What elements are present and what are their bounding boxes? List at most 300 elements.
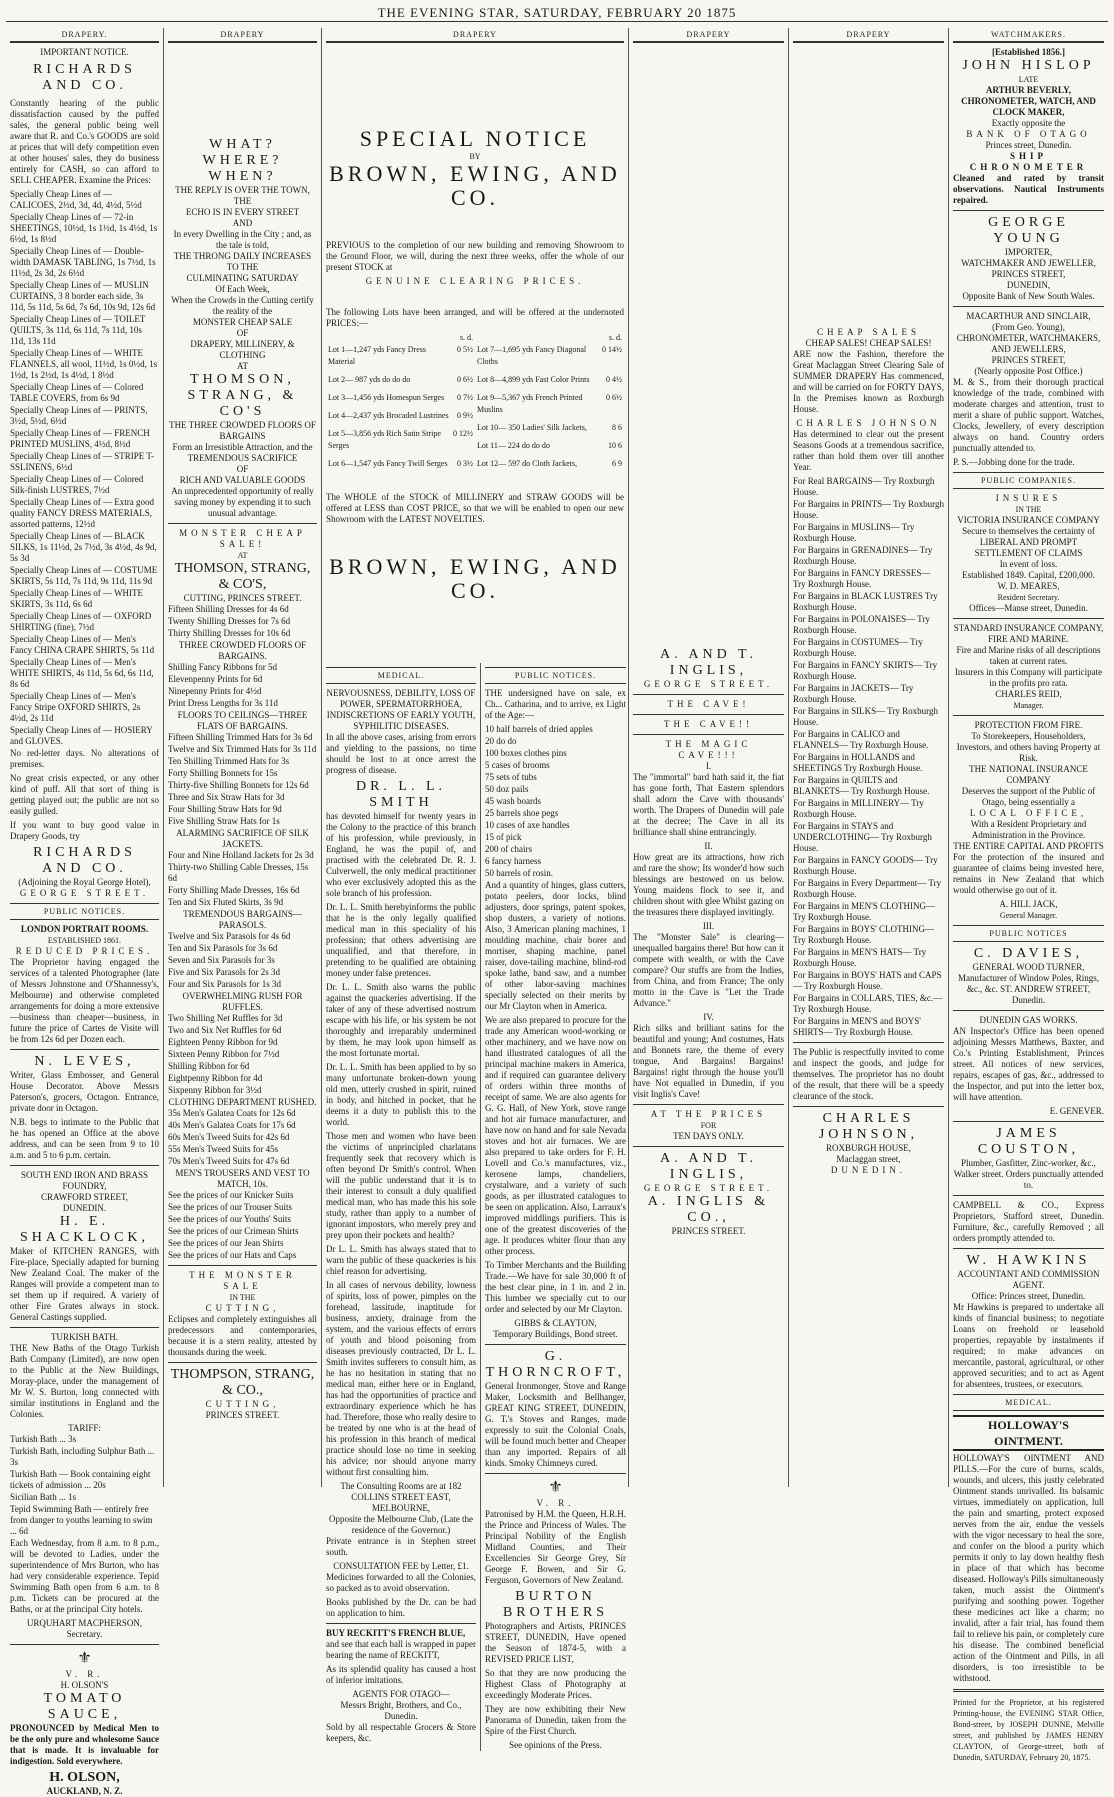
list-item: 10 half barrels of dried apples xyxy=(485,724,593,734)
ad-text: AN Inspector's Office has been opened adjoining Messrs Matthews, Baxter, and Co.'s Printing Establishment, Princes street. All notices of new services, repairs, escapes of gas, &c., addressed to the Inspector, and put into the letter box, will have attention. xyxy=(953,1026,1104,1102)
firm-name: W. HAWKINS xyxy=(966,1253,1091,1268)
ad-text: Private entrance is in Stephen street south. xyxy=(326,1536,476,1557)
ad-subtitle: THREE CROWDED FLOORS OF BARGAINS. xyxy=(178,640,307,661)
lot-price: 6 9 xyxy=(612,459,622,468)
price-list xyxy=(10,189,159,747)
list-item: 10 cases of axe handles xyxy=(485,820,570,830)
outro-text: If you want to buy good value in Drapery Goods, try xyxy=(10,820,159,841)
lot-price: 0 9½ xyxy=(457,411,473,420)
firm-name: A. AND T. INGLIS, xyxy=(660,1151,757,1182)
list-item: Four and Nine Holland Jackets for 2s 3d xyxy=(168,850,314,860)
section-header: MEDICAL. xyxy=(953,1394,1104,1411)
lot-price: 0 12½ xyxy=(453,429,473,438)
lot-description: Lot 8—4,899 yds Fast Color Prints xyxy=(477,375,590,384)
ad-text: General Ironmonger, Stove and Range Maker, Locksmith and Bellhanger, GREAT KING STREET, DUNEDIN, G. T.'s Stoves and Ranges, made expressly to suit the Colonial Coals, will be found much better and Cheaper than any imported. Repairs of all kinds. Smoky Chimneys cured. xyxy=(485,1381,626,1468)
signature: Maclaggan street, xyxy=(836,1154,901,1164)
column-spacer xyxy=(793,47,944,327)
ad-text: GENERAL WOOD TURNER, Manufacturer of Window Poles, Rings, &c., &c. ST. ANDREW STREET, Dunedin. xyxy=(958,962,1099,1005)
ad-text: The Public is respectfully invited to come and inspect the goods, and judge for themselves. The proprietor has no doubt of the result, that there will be a speedy clearance of the stock. xyxy=(793,1047,944,1101)
ad-text: Offices—Manse street, Dunedin. xyxy=(969,603,1088,613)
list-item: 200 of chairs xyxy=(485,844,532,854)
list-item: Elevenpenny Prints for 6d xyxy=(168,674,263,684)
list-item: 35s Men's Galatea Coats for 12s 6d xyxy=(168,1108,296,1118)
list-item: For Bargains in COLLARS, TIES, &c.— Try Roxburgh House. xyxy=(793,993,943,1014)
list-item: Thirty-five Shilling Bonnets for 12s 6d xyxy=(168,780,309,790)
ad-title: INSURES xyxy=(995,493,1062,503)
signature: GIBBS & CLAYTON, xyxy=(514,1318,597,1328)
price-list xyxy=(168,662,317,709)
verse-number: IV. xyxy=(703,1012,714,1022)
ad-title: HOLLOWAY'S OINTMENT. xyxy=(953,1415,1104,1451)
firm-name: BROWN, EWING, AND CO. xyxy=(329,161,621,210)
firm-name: THOMSON, STRANG, & CO'S, xyxy=(174,561,311,592)
list-item: Specially Cheap Lines of — Extra good quality FANCY DRESS MATERIALS, assorted patterns, 12½d xyxy=(10,497,154,529)
list-item: For Bargains in HOLLANDS and SHEETINGS Try Roxburgh House. xyxy=(793,752,923,773)
notice-title: IMPORTANT NOTICE. xyxy=(40,47,129,57)
list-item: Specially Cheap Lines of — OXFORD SHIRTING (fine), 7½d xyxy=(10,611,152,632)
signature: Temporary Buildings, Bond street. xyxy=(493,1329,618,1339)
list-item: Turkish Bath, including Sulphur Bath ... 3s xyxy=(10,1446,155,1467)
ad-text: Writer, Glass Embosser, and General House Decorator. Above Messrs Paterson's, grocers, Octagon. Entrance, private door in Octagon. xyxy=(10,1070,159,1113)
ad-text: Those men and women who have been the victims of unprincipled charlatans frequently seek that recovery which is often beyond Dr Smith's control. When will the public understand that it is to their interest to consult a duly qualified medical man, who has made this his sole study, rather than apply to a number of ignorant impostors, who merely prey and prey upon their pockets and health? xyxy=(326,1131,476,1240)
ad-title: MONSTER CHEAP SALE! xyxy=(179,528,306,549)
list-item: Twelve and Six Trimmed Hats for 3s 11d xyxy=(168,744,317,754)
lot-table xyxy=(326,332,624,476)
price-list xyxy=(168,1190,317,1261)
list-item: See the prices of our Trouser Suits xyxy=(168,1202,292,1212)
list-item: Specially Cheap Lines of — Men's Fancy Stripe OXFORD SHIRTS, 2s 4½d, 2s 11d xyxy=(10,691,141,723)
firm-name: C. DAVIES, xyxy=(973,946,1084,961)
list-item: Sixpenny Ribbon for 3½d xyxy=(168,1085,262,1095)
list-item: Sixteen Penny Ribbon for 7½d xyxy=(168,1049,280,1059)
ad-text: COLLINS STREET EAST, MELBOURNE, xyxy=(351,1492,451,1513)
signature: E. GENEVER. xyxy=(1049,1106,1104,1116)
list-item: Shilling Ribbon for 6d xyxy=(168,1061,250,1071)
ad-title: CHRONOMETER, WATCHMAKERS, AND JEWELLERS, xyxy=(956,333,1101,354)
list-item: Turkish Bath — Book containing eight tickets of admission ... 20s xyxy=(10,1469,151,1490)
signature: AUCKLAND, N. Z. xyxy=(46,1786,123,1796)
list-item: Twelve and Six Parasols for 4s 6d xyxy=(168,931,291,941)
lot-price: 8 6 xyxy=(612,423,622,432)
verse-number: II. xyxy=(704,841,713,851)
ad-subtitle: REDUCED PRICES. xyxy=(15,946,154,956)
ad-text: Sold by all respectable Grocers & Store keepers, &c. xyxy=(326,1722,476,1743)
list-item: Thirty Shilling Dresses for 10s 6d xyxy=(168,628,291,638)
column-6 xyxy=(789,28,949,1487)
list-item: Ten and Six Fluted Skirts, 3s 9d xyxy=(168,897,284,907)
ad-text: Messrs Bright, Brothers, and Co., Dunedin. xyxy=(340,1700,462,1721)
signature: H. OLSON, xyxy=(49,1770,120,1785)
list-item: 100 boxes clothes pins xyxy=(485,748,567,758)
list-item: Forty Shilling Bonnets for 15s xyxy=(168,768,278,778)
ad-text: Dr. L. L. Smith herebyinforms the public that he is the only legally qualified medical man in this speciality of his profession; that others advertising are unqualified, and that therefore, in pretending to be qualified are obtaining money under false pretences. xyxy=(326,902,476,978)
ad-title: H. OLSON'S xyxy=(60,1680,109,1690)
public-notices-column xyxy=(480,663,626,1751)
ad-title: CHARLES JOHNSON xyxy=(796,418,941,428)
goods-list xyxy=(485,724,626,879)
column-header: DRAPERY. xyxy=(10,28,159,43)
ad-line: Form an Irresistible Attraction, and the xyxy=(172,442,313,452)
price-list xyxy=(168,604,317,639)
ad-text: P. S.—Jobbing done for the trade. xyxy=(953,457,1075,467)
list-item: Forty Shilling Made Dresses, 16s 6d xyxy=(168,885,300,895)
ad-text: PRONOUNCED by Medical Men to be the only pure and wholesome Sauce that is made. It is invaluable for indigestion. Sold everywhere. xyxy=(10,1723,159,1766)
lot-description: Lot 10— 350 Ladies' Silk Jackets, xyxy=(477,423,587,432)
lower-section xyxy=(326,663,626,1750)
ad-line: DRAPERY, MILLINERY, & CLOTHING xyxy=(190,339,295,360)
list-item: 20 do do xyxy=(485,736,517,746)
lot-row xyxy=(477,458,622,470)
list-item: Thirty-two Shilling Cable Dresses, 15s 6d xyxy=(168,862,309,883)
list-item: Specially Cheap Lines of — Double-width DAMASK TABLING, 1s 7½d, 1s 11½d, 2s 3d, 2s 6½d xyxy=(10,246,156,278)
street: GEORGE STREET. xyxy=(19,888,150,898)
firm-name: BROWN, EWING, AND CO. xyxy=(329,554,621,603)
ad-text: In event of loss. xyxy=(999,559,1058,569)
poem-verse: The "immortal" bard hath said it, the fiat has gone forth, That Eastern splendors shall adorn the Cave with thousands' worth. The Drapers of Dunedin will pale at the decree; The Cave in all its brilliance shall shine entrancingly. xyxy=(633,772,784,837)
list-item: Specially Cheap Lines of — WHITE FLANNELS, all wool, 11½d, 1s 0½d, 1s 1½d, 1s 2½d, 1s 4½d, 1 8½d xyxy=(10,348,158,380)
intro-text: Constantly hearing of the public dissatisfaction caused by the puffed sales, the general public being well aware that R. and Co.'s GOODS are sold at prices that will defy competition even at other houses' sales, they do business entirely for CASH, so can afford to SELL CHEAPER. Examine the Prices: xyxy=(10,98,159,185)
ad-text: Dr L. L. Smith has always stated that to warn the public of these quackeries is his chief reason for advertising. xyxy=(326,1244,476,1276)
ad-subtitle: MEN'S TROUSERS AND VEST TO MATCH, 10s. xyxy=(175,1168,310,1189)
printer-notice: Printed for the Proprietor, at his registered Printing-house, the EVENING STAR Office, Bond-street, by JOSEPH DUNNE, Melville street, and published by JAMES HENRY CLAYTON, of George-street, both of Dunedin, SATURDAY, February 20, 1875. xyxy=(953,1698,1104,1762)
ad-line: An unprecedented opportunity of really saving money by expending it to such unusual advantage. xyxy=(171,486,314,518)
ad-subtitle: DUNEDIN. xyxy=(62,1203,107,1213)
ad-title: CHRONOMETER, WATCH, AND CLOCK MAKER, xyxy=(961,96,1096,117)
poem-verse: How great are its attractions, how rich and rare the show; Its wonder'd how such blessings are bestowed on us below. Young maidens flock to see it, and children shout with glee Whilst gazing on the treasures there displayed invitingly. xyxy=(633,852,784,917)
ad-text: PRINCES STREET, xyxy=(991,355,1066,365)
signature: ROXBURGH HOUSE, xyxy=(825,1143,911,1153)
ad-subtitle: GENUINE CLEARING PRICES. xyxy=(365,276,585,286)
ad-title: CHEAP SALES! CHEAP SALES! xyxy=(805,338,932,348)
ad-text: The Proprietor having engaged the services of a talented Photographer (late of Messrs Johnstone and O'Shannessy's, Melbourne) and otherwise completed arrangements for doing a more extensive—business than cheaper—business, in future the price of Cartes de Visite will be from 12s 6d per Dozen each. xyxy=(10,957,159,1044)
lot-row xyxy=(328,344,473,368)
list-item: Specially Cheap Lines of — PRINTS, 3½d, 5½d, 6½d xyxy=(10,405,148,426)
ad-text: IMPORTER, xyxy=(1004,247,1053,257)
list-item: 70s Men's Tweed Suits for 47s 6d xyxy=(168,1156,290,1166)
signature: CHARLES REID, xyxy=(995,689,1062,699)
ad-line: In every Dwelling in the City ; and, as the tale is told, xyxy=(173,229,312,250)
lot-description: Lot 1—1,247 yds Fancy Dress Material xyxy=(328,345,426,366)
ad-lines xyxy=(168,185,317,372)
lot-row xyxy=(328,374,473,386)
ad-text: Deserves the support of the Public of Otago, being essentially a xyxy=(961,786,1096,807)
list-item: Shilling Fancy Ribbons for 5d xyxy=(168,662,278,672)
signature: Resident Secretary. xyxy=(997,593,1060,602)
list-item: 50 doz pails xyxy=(485,784,529,794)
list-item: Sicilian Bath ... 1s xyxy=(10,1492,76,1502)
ad-text: So that they are now producing the Highest Class of Photography at exceedingly Moderate Prices. xyxy=(485,1668,626,1700)
lot-description: Lot 2— 987 yds do do do xyxy=(328,375,411,384)
list-item: For Bargains in MUSLINS— Try Roxburgh House. xyxy=(793,522,915,543)
firm-name: STANDARD INSURANCE COMPANY, xyxy=(953,623,1104,633)
ad-subtitle: CLOTHING DEPARTMENT RUSHED. xyxy=(168,1097,317,1107)
lot-price: 10 6 xyxy=(608,441,622,450)
list-item: Eightpenny Ribbon for 4d xyxy=(168,1073,263,1083)
ad-text: PRINCES STREET, xyxy=(991,269,1066,279)
ad-text: HOLLOWAY'S OINTMENT AND PILLS.—For the cure of burns, scalds, wounds, and ulcers, this justly celebrated Ointment stands unrivalled. Its balsamic virtues, immediately on application, lull the pain and smarting, protect exposed nerves from the air, endue the vessels with the vigor necessary to heal the sore, and confer on the blood a purity which permits it only to lay down healthy flesh in place of that which has become diseased. Holloway's Pills simultaneously taken, much assist the Ointment's purifying and soothing power. Together these medicines act like a charm; no invalid, after a fair trial, has found them fail to relieve his pain, or completely cure his disease. The combined beneficial action of the Ointment and Pills, in all disorders, is too irresistible to be withstood. xyxy=(953,1453,1104,1683)
ad-text: LATE xyxy=(1018,75,1039,84)
ad-text: Opposite Bank of New South Wales. xyxy=(962,291,1095,301)
lot-row xyxy=(477,344,622,368)
ad-line: AND xyxy=(232,218,253,228)
column-header: DRAPERY xyxy=(793,28,944,43)
list-item: For Bargains in CALICO and FLANNELS— Try Roxburgh House. xyxy=(793,729,929,750)
lot-description: Lot 6—1,547 yds Fancy Twill Serges xyxy=(328,459,448,468)
tariff-list xyxy=(10,1434,159,1537)
list-item: For Bargains in FANCY SKIRTS— Try Roxburgh House. xyxy=(793,660,938,681)
lot-description: Lot 12— 597 do Cloth Jackets, xyxy=(477,459,577,468)
lot-price: 0 5½ xyxy=(457,345,473,354)
verse-number: III. xyxy=(702,921,715,931)
firm-name: GEORGE YOUNG xyxy=(988,215,1069,246)
list-item: Eighteen Penny Ribbon for 9d xyxy=(168,1037,278,1047)
list-item: Ten Shilling Trimmed Hats for 3s xyxy=(168,756,290,766)
column-header: DRAPERY xyxy=(326,28,624,43)
section-header: MEDICAL. xyxy=(326,667,476,684)
list-item: 45 wash boards xyxy=(485,796,541,806)
list-item: Three and Six Straw Hats for 3d xyxy=(168,792,285,802)
ad-text: IN THE xyxy=(1015,505,1042,514)
list-item: Tepid Swimming Bath — entirely free from danger to youths learning to swim ... 6d xyxy=(10,1504,153,1536)
ad-title: CHEAP SALES xyxy=(817,327,920,337)
lot-row xyxy=(477,392,622,416)
list-item: Specially Cheap Lines of — HOSIERY and GLOVES. xyxy=(10,725,153,746)
list-item: Specially Cheap Lines of — Men's Fancy CHINA CRAPE SHIRTS, 5s 11d xyxy=(10,634,155,655)
section-header: PUBLIC NOTICES. xyxy=(485,667,626,684)
ad-text: BY xyxy=(469,152,481,161)
list-item: Specially Cheap Lines of — BLACK SILKS, 1s 11½d, 2s 7½d, 3s 4½d, 4s 9d, 5s 3d xyxy=(10,531,157,563)
ad-line: OF xyxy=(236,464,249,474)
list-item: 5 cases of brooms xyxy=(485,760,550,770)
list-item: For Bargains in FANCY DRESSES— Try Roxburgh House. xyxy=(793,568,931,589)
list-item: Four Shilling Straw Hats for 9d xyxy=(168,804,282,814)
list-item: 75 sets of tubs xyxy=(485,772,537,782)
list-item: 6 fancy harness xyxy=(485,856,541,866)
list-item: Ten and Six Parasols for 3s 6d xyxy=(168,943,278,953)
ad-text: Fire and Marine risks of all descriptions taken at current rates. xyxy=(956,645,1101,666)
ad-title: N. LEVES, xyxy=(34,1054,135,1069)
signature: W. D. MEARES, xyxy=(997,581,1060,591)
price-list xyxy=(168,850,317,908)
column-2 xyxy=(164,28,322,1487)
firm-name: VICTORIA INSURANCE COMPANY xyxy=(957,515,1100,525)
list-item: Specially Cheap Lines of — Men's WHITE SHIRTS, 4s 11d, 5s 6d, 6s 11d, 8s 6d xyxy=(10,657,154,689)
list-item: See the prices of our Youths' Suits xyxy=(168,1214,291,1224)
list-item: For Bargains in MEN'S CLOTHING— Try Roxburgh House. xyxy=(793,901,935,922)
ad-title: THE MONSTER SALE xyxy=(189,1270,296,1291)
ad-text: And a quantity of hinges, glass cutters, potato peelers, door locks, blind adjusters, door springs, patent spokes, shop dusters, a variety of notions. Also, 3 American planing machines, 1 moulding machine, chair borer and mortiser, shaping machine, panel raiser, dove-tailing machine, blind-rod spoke lathe, band saw, and a number of other labor-saving machines specially selected on their merits by our Mr Clayton when in America. xyxy=(485,880,626,1011)
ad-line: Of Each Week, xyxy=(215,284,270,294)
ad-title: CUTTING, xyxy=(205,1303,280,1313)
ad-subtitle: TEN DAYS ONLY. xyxy=(673,1131,744,1141)
list-item: For Bargains in MEN'S and BOYS' SHIRTS— Try Roxburgh House. xyxy=(793,1016,921,1037)
ad-text: Dr. L. L. Smith has been applied to by so many unfortunate broken-down young old men, utterly crushed in spirit, ruined in body, and hitched in pocket, that he deems it a duty to publish this to the world. xyxy=(326,1062,476,1127)
ad-text: For the protection of the insured and guarantee of claims being invested here, remains in New Zealand that which would otherwise go out of it. xyxy=(953,852,1104,895)
address: (Adjoining the Royal George Hotel), xyxy=(18,877,151,887)
list-item: Print Dress Lengths for 3s 11d xyxy=(168,698,278,708)
list-item: Five and Six Parasols for 2s 3d xyxy=(168,967,280,977)
ad-text: DUNEDIN, xyxy=(1006,280,1051,290)
ad-line: THE THRONG DAILY INCREASES xyxy=(173,251,312,261)
signature: CHARLES JOHNSON, xyxy=(818,1111,919,1142)
ad-text: Eclipses and completely extinguishes all predecessors and contemporaries, because it is a stern reality, attested by thousands during the week. xyxy=(168,1314,317,1357)
list-item: Specially Cheap Lines of — 72-in SHEETINGS, 10½d, 1s 1½d, 1s 4½d, 1s 6½d, 1s 8½d xyxy=(10,212,158,244)
section-header: PUBLIC COMPANIES. xyxy=(953,472,1104,489)
column-1 xyxy=(6,28,164,1796)
crest-icon: ⚜ xyxy=(548,1479,563,1496)
ad-subtitle: CUTTING, xyxy=(205,1399,280,1409)
ad-title: WHAT? WHERE? WHEN? xyxy=(202,137,283,184)
list-item: For Bargains in MILLINERY— Try Roxburgh House. xyxy=(793,798,924,819)
lot-price: 0 6½ xyxy=(457,375,473,384)
ad-subtitle: CUTTING, PRINCES STREET. xyxy=(183,593,302,603)
list-item: 60s Men's Tweed Suits for 42s 6d xyxy=(168,1132,290,1142)
ad-title: DR. L. L. SMITH xyxy=(355,779,447,810)
ad-line: RICH AND VALUABLE GOODS xyxy=(179,475,306,485)
firm-name: THE NATIONAL INSURANCE COMPANY xyxy=(969,764,1088,785)
ad-title: THE CAVE! xyxy=(667,699,750,709)
ad-text: Patronised by H.M. the Queen, H.R.H. the Prince and Princess of Wales. The Principal Nobility of the English Midland Counties, and Their Excellencies Sir George Grey, Sir George F. Bowen, and Sir G. Ferguson, Governors of New Zealand. xyxy=(485,1509,626,1585)
ad-text: Secure to themselves the certainty of LIBERAL AND PROMPT SETTLEMENT OF CLAIMS xyxy=(962,526,1095,558)
signature: DUNEDIN. xyxy=(830,1165,907,1175)
list-item: For Bargains in STAYS and UNDERCLOTHING— Try Roxburgh House. xyxy=(793,821,932,853)
ad-title: WATCHMAKER AND JEWELLER, xyxy=(961,258,1096,268)
section-header: PUBLIC NOTICES xyxy=(953,925,1104,942)
list-item: For Bargains in GRENADINES— Try Roxburgh House. xyxy=(793,545,933,566)
column-7 xyxy=(949,28,1108,1762)
ad-line: TO THE xyxy=(226,262,259,272)
ad-text: Mr Hawkins is prepared to undertake all kinds of financial business; to negotiate Loans on freehold or leasehold properties, repayable by instalments if required; to make advances on mercantile, pastoral, agricultural, or other approved securities; and to act as Agent for absentees, trustees, or executors. xyxy=(953,1302,1104,1389)
lot-row xyxy=(328,458,473,470)
list-item: For Bargains in MEN'S HATS— Try Roxburgh House. xyxy=(793,947,927,968)
column-spacer xyxy=(633,47,784,647)
masthead: THE EVENING STAR, SATURDAY, FEBRUARY 20 1875 xyxy=(6,4,1108,22)
list-item: Ninepenny Prints for 4½d xyxy=(168,686,262,696)
ad-text: THE New Baths of the Otago Turkish Bath Company (Limited), are now open to the Public at the New Buildings, Moray-place, under the management of Mr W. S. Burton, long connected with similar institutions in England and the Colonies. xyxy=(10,1343,159,1419)
ad-text: The following Lots have been arranged, and will be offered at the undernoted PRICES:— xyxy=(326,307,624,328)
ad-text: CAMPBELL & CO., Express Proprietors, Stafford street, Dunedin. Furniture, &c., carefully Removed ; all orders promptly attended to. xyxy=(953,1200,1104,1243)
ad-text: FOR xyxy=(700,1121,717,1130)
list-item: Two Shilling Net Ruffles for 3d xyxy=(168,1013,283,1023)
ad-text: In all cases of nervous debility, lowness of spirits, loss of power, pimples on the forehead, lassitude, inaptitude for business, anxiety, drainage from the system, and the various effects of errors of youth and blood poisoning from diseases previously contracted, Dr L. L. Smith invites sufferers to consult him, as he has no hesitation in stating that no medical man, either here or in England, has had the opportunities of practice and extraordinary experience which he has had. Therefore, those who really desire to be treated by one who is at the head of his profession in this branch of medical practice should lose no time in seeking his advice; nor should anyone marry without first consulting him. xyxy=(326,1280,476,1477)
list-item: Specially Cheap Lines of — WHITE SKIRTS, 3s 11d, 6s 6d xyxy=(10,588,144,609)
lot-row xyxy=(477,422,622,434)
ad-subtitle: TARIFF: xyxy=(68,1423,101,1433)
outro-text: No great crisis expected, or any other kind of puff. All that sort of thing is getting played out; the public are not so easily gulled. xyxy=(10,773,159,816)
list-item: For Bargains in SILKS— Try Roxburgh House. xyxy=(793,706,938,727)
lot-description: Lot 3—1,456 yds Homespun Serges xyxy=(328,393,445,402)
street: PRINCES STREET. xyxy=(671,1226,746,1236)
ad-text: Has determined to clear out the present Seasons Goods at a tremendous sacrifice, rather than hold them over till another Year. xyxy=(793,429,944,472)
ad-line: MONSTER CHEAP SALE xyxy=(192,317,293,327)
ad-title: DUNEDIN GAS WORKS. xyxy=(979,1015,1078,1025)
ad-line: AT xyxy=(237,361,248,371)
ad-line: THE THREE CROWDED FLOORS OF BARGAINS xyxy=(169,420,316,441)
ad-text: We are also prepared to procure for the trade any American wood-working or other machinery, and we have now on hand illustrated catalogues of all the principal machine makers in America, and if required can guarantee delivery of orders within three months of receipt of same. We are also agents for G. G. Hall, of New York, stove range and hot air furnace manufacturer, and have now on hand and for sale Nevada stoves and hot air furnaces. We are also prepared to take orders for F. H. Lovell and Co.'s manufactures, viz., kerosene lamps, chandeliers, crystalware, and a variety of such goods, as per illustrated catalogues to be seen on application. Also, Larraux's improved middlings purifiers. This is one of the greatest discoveries of the age. It produces whiter flour than any other process. xyxy=(485,1015,626,1256)
ad-text: THE undersigned have on sale, ex Ch... Catharina, and to arrive, ex Light of the Age:— xyxy=(485,688,626,720)
ad-text: Established 1849. Capital, £200,000. xyxy=(962,570,1095,580)
ad-subtitle: ESTABLISHED 1861. xyxy=(47,936,122,945)
column-header: DRAPERY xyxy=(168,28,317,43)
ad-line: When the Crowds in the Cutting certify the reality of the xyxy=(171,295,314,316)
ad-title: TURKISH BATH. xyxy=(50,1332,118,1342)
lot-row xyxy=(328,392,473,404)
ad-text: ARE now the Fashion, therefore the Great Maclaggan Street Clearing Sale of SUMMER DRAPERY Has commenced, and will be carried on for FORTY DAYS, In the Premises known as Roxburgh House. xyxy=(793,349,944,414)
ad-subtitle: FLOORS TO CEILINGS—THREE FLATS OF BARGAINS. xyxy=(177,710,308,731)
firm-name: THOMPSON, STRANG, & CO., xyxy=(170,1367,315,1398)
list-item: Specially Cheap Lines of — MUSLIN CURTAINS, 3 8 border each side, 3s 11d, 5s 11d, 5s 6d, 7s 6d, 10s 9d, 12s 6d xyxy=(10,280,156,312)
ad-text: (Nearly opposite Post Office.) xyxy=(974,366,1083,376)
lot-price: 0 6½ xyxy=(606,393,622,402)
ad-text: To Timber Merchants and the Building Trade.—We have for sale 30,000 ft of the best clear pine, in 1 in. and 2 in. This lumber we specially cut to our order and selected by our Mr Clayton. xyxy=(485,1260,626,1314)
list-item: For Bargains in QUILTS and BLANKETS— Try Roxburgh House. xyxy=(793,775,930,796)
lot-description: Lot 9—5,367 yds French Printed Muslins xyxy=(477,393,583,414)
price-list xyxy=(168,931,317,990)
list-item: 50 barrels of rosin. xyxy=(485,868,553,878)
ad-text: Medicines forwarded to all the Colonies, so packed as to avoid observation. xyxy=(326,1572,476,1593)
column-5 xyxy=(629,28,789,1487)
ad-title: NERVOUSNESS, DEBILITY, LOSS OF POWER, SPERMATORRHOEA, INDISCRETIONS OF EARLY YOUTH, SYPHILITIC DISEASES. xyxy=(326,688,476,731)
columns xyxy=(6,28,1108,1796)
ad-line: THE xyxy=(233,196,252,206)
list-item: For Bargains in BLACK LUSTRES Try Roxburgh House. xyxy=(793,591,938,612)
list-item: Fifteen Shilling Trimmed Hats for 3s 6d xyxy=(168,732,313,742)
crest-icon: ⚜ xyxy=(77,1650,92,1667)
street: GEORGE STREET. xyxy=(643,679,774,689)
ad-title: BUY RECKITT'S FRENCH BLUE, xyxy=(326,1628,466,1638)
ad-text: has devoted himself for twenty years in the Colony to the practice of this branch of his profession, while previously, in England, he was the pupil of, and practised with the celebrated Dr. R. J. Culverwell, the only medical practitioner who ever exclusively adopted this as the sole branch of his profession. xyxy=(326,811,476,898)
list-item: Specially Cheap Lines of — CALICOES, 2½d, 3d, 4d, 4½d, 5½d xyxy=(10,189,142,210)
firm-name: RICHARDS AND CO. xyxy=(33,845,136,876)
firm-name: A. AND T. INGLIS, xyxy=(660,647,757,678)
ad-title: BANK OF OTAGO xyxy=(966,129,1091,139)
ad-title: G. THORNCROFT, xyxy=(485,1349,626,1380)
ad-line: CULMINATING SATURDAY xyxy=(186,273,299,283)
lot-row xyxy=(477,440,622,452)
list-item: Specially Cheap Lines of — COSTUME SKIRTS, 5s 11d, 7s 11d, 9s 11d, 11s 9d xyxy=(10,565,158,586)
list-item: For Real BARGAINS— Try Roxburgh House. xyxy=(793,476,935,497)
medical-column xyxy=(326,663,476,1747)
list-item: For Bargains in FANCY GOODS— Try Roxburgh House. xyxy=(793,855,938,876)
ad-text: In all the above cases, arising from errors and yielding to the passions, no time should be lost to at once arrest the progress of disease. xyxy=(326,732,476,775)
ad-line: THE REPLY IS OVER THE TOWN, xyxy=(175,185,310,195)
list-item: See the prices of our Crimean Shirts xyxy=(168,1226,299,1236)
lot-description: Lot 11— 224 do do do xyxy=(477,441,550,450)
street: GEORGE STREET. xyxy=(643,1183,774,1193)
list-item: Specially Cheap Lines of — Colored Silk-finish LUSTRES, 7½d xyxy=(10,474,144,495)
list-item: See the prices of our Knicker Suits xyxy=(168,1190,294,1200)
list-item: Specially Cheap Lines of — FRENCH PRINTED MUSLINS, 4½d, 8½d xyxy=(10,428,150,449)
lot-price: 0 4½ xyxy=(606,375,622,384)
list-item: For Bargains in BOYS' CLOTHING— Try Roxburgh House. xyxy=(793,924,934,945)
verse-number: I. xyxy=(705,761,712,771)
firm-name: RICHARDS AND CO. xyxy=(33,62,136,93)
ad-subtitle: PRINCES STREET. xyxy=(205,1410,280,1420)
lot-row xyxy=(477,374,622,386)
ad-text: Dr. L. L. Smith also warns the public against the quackeries advertising. If the taker of any of these advertised nostrum escape with his life, or his system be not thoroughly and irreparably undermined by them, he may look upon himself as the most fortunate mortal. xyxy=(326,982,476,1058)
ad-lines xyxy=(168,420,317,519)
list-item: Twenty Shilling Dresses for 7s 6d xyxy=(168,616,291,626)
list-item: 55s Men's Tweed Suits for 45s xyxy=(168,1144,279,1154)
ad-text: AT xyxy=(237,551,248,560)
lot-description: Lot 7—1,695 yds Fancy Diagonal Cloths xyxy=(477,345,587,366)
ad-subtitle: [Established 1856.] xyxy=(991,47,1065,57)
ad-text: Each Wednesday, from 8 a.m. to 8 p.m., will be devoted to Ladies, under the superintendence of Mrs Burton, who has had very considerable experience. Tepid Swimming Bath open from 6 a.m. to 8 p.m. Tickets can be procured at the Baths, or at the principal City hotels. xyxy=(10,1538,159,1614)
price-header: s. d. xyxy=(459,333,473,342)
firm-name: A. INGLIS & CO., xyxy=(647,1194,770,1225)
ad-title: SOUTH END IRON AND BRASS FOUNDRY, xyxy=(20,1170,148,1191)
signature: General Manager. xyxy=(999,911,1058,920)
